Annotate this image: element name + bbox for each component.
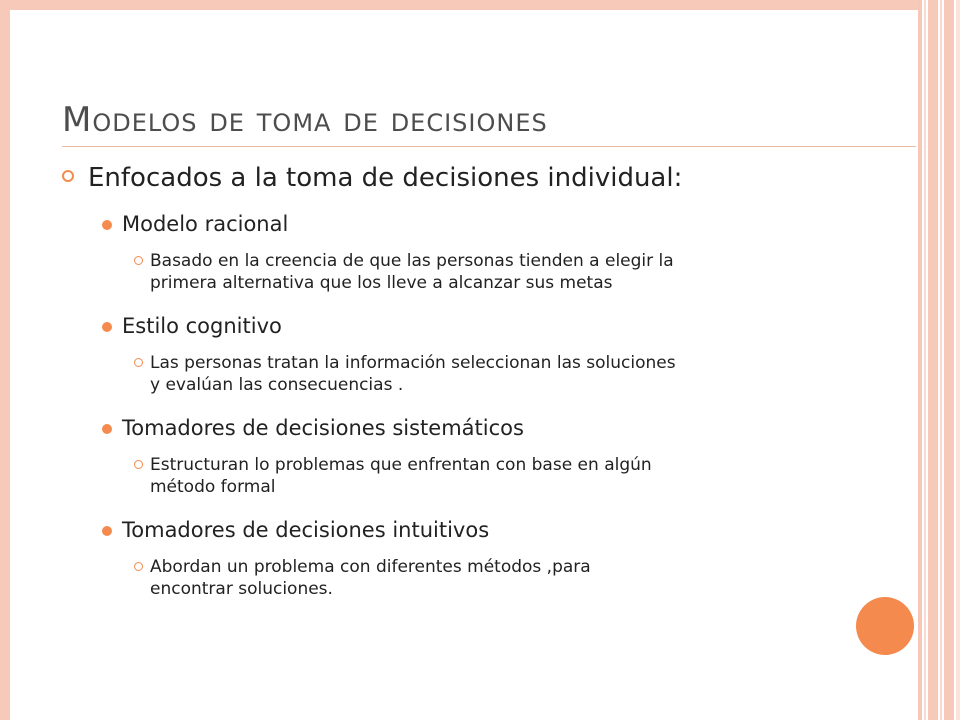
dot-bullet-icon (102, 322, 112, 332)
ring-bullet-icon (62, 170, 74, 182)
sub-bullet-text: Tomadores de decisiones intuitivos (122, 518, 490, 542)
left-border (0, 0, 10, 720)
detail-text (62, 352, 862, 396)
slide-title: Modelos de toma de decisiones (62, 100, 548, 140)
sub-bullet (62, 210, 862, 238)
detail-line: Las personas tratan la información seleccionan las soluciones (150, 353, 676, 373)
detail-text (62, 454, 862, 498)
detail-line: Abordan un problema con diferentes métodos ,para (150, 557, 591, 577)
detail-text (62, 250, 862, 294)
ring-bullet-icon (134, 358, 143, 367)
slide-content (62, 160, 862, 618)
dot-bullet-icon (102, 424, 112, 434)
main-bullet (62, 160, 862, 196)
detail-line: método formal (150, 477, 276, 497)
ring-bullet-icon (134, 562, 143, 571)
dot-bullet-icon (102, 220, 112, 230)
sub-bullet (62, 516, 862, 544)
list-item (62, 516, 862, 600)
detail-line: encontrar soluciones. (150, 579, 333, 599)
detail-text (62, 556, 862, 600)
stripe (944, 0, 954, 720)
dot-bullet-icon (102, 526, 112, 536)
main-bullet-text: Enfocados a la toma de decisiones individual: (88, 163, 683, 193)
stripe (956, 0, 960, 720)
stripe (928, 0, 938, 720)
detail-line: primera alternativa que los lleve a alcanzar sus metas (150, 273, 613, 293)
decorative-orange-circle (856, 597, 914, 655)
sub-bullet (62, 312, 862, 340)
ring-bullet-icon (134, 460, 143, 469)
list-item (62, 312, 862, 396)
stripe (924, 0, 926, 720)
sub-bullet (62, 414, 862, 442)
sub-bullet-text: Tomadores de decisiones sistemáticos (122, 416, 524, 440)
right-decorative-stripes (918, 0, 960, 720)
detail-line: Estructuran lo problemas que enfrentan con base en algún (150, 455, 652, 475)
title-divider (62, 146, 916, 147)
list-item (62, 414, 862, 498)
stripe (940, 0, 942, 720)
stripe (918, 0, 922, 720)
ring-bullet-icon (134, 256, 143, 265)
sub-bullet-text: Estilo cognitivo (122, 314, 282, 338)
detail-line: Basado en la creencia de que las personas tienden a elegir la (150, 251, 674, 271)
list-item (62, 210, 862, 294)
sub-bullet-text: Modelo racional (122, 212, 289, 236)
detail-line: y evalúan las consecuencias . (150, 375, 404, 395)
top-border (10, 0, 918, 10)
